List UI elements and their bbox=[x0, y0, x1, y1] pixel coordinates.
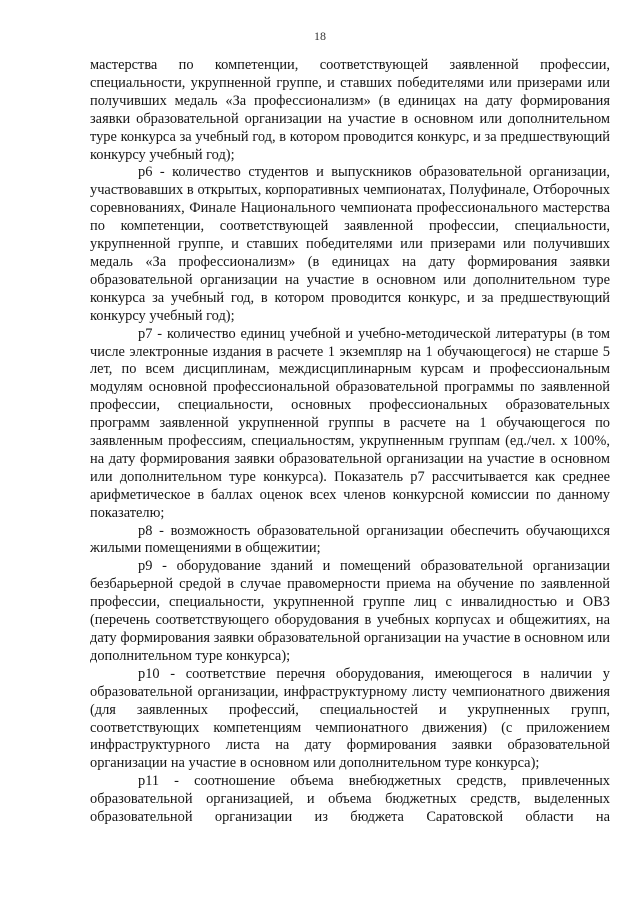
document-body bbox=[90, 57, 610, 827]
paragraph-p7: p7 - количество единиц учебной и учебно-методической литературы (в том числе электронные издания в расчете 1 экземпляр на 1 обучающегося) не старше 5 лет, по всем дисциплинам, междисциплинарным курсам и профессиональным модулям основной профессиональной образовательной программы по заявленной профессии, специальности, основных профессиональных образовательных программ заявленной укрупненной группы в расчете на 1 обучающегося по заявленным профессиям, специальностям, укрупненным группам (ед./чел. x 100%, на дату формирования заявки образовательной организации на участие в основном или дополнительном туре конкурса). Показатель p7 рассчитывается как среднее арифметическое в баллах оценок всех членов конкурсной комиссии по данному показателю; bbox=[90, 325, 610, 521]
paragraph-p9: p9 - оборудование зданий и помещений образовательной организации безбарьерной средой в случае правомерности приема на обучение по заявленной профессии, специальности, укрупненной группе лиц с инвалидностью и ОВЗ (перечень соответствующего оборудования в учебных корпусах и общежитиях, на дату формирования заявки образовательной организации на участие в основном или дополнительном туре конкурса); bbox=[90, 558, 610, 664]
paragraph-p8: p8 - возможность образовательной организации обеспечить обучающихся жилыми помещениями в общежитии; bbox=[90, 522, 610, 557]
paragraph-p11: p11 - соотношение объема внебюджетных средств, привлеченных образовательной организацией, и объема бюджетных средств, выделенных образовательной организации из бюджета Саратовской области на bbox=[90, 773, 610, 826]
paragraph-p10: p10 - соответствие перечня оборудования, имеющегося в наличии у образовательной организации, инфраструктурному листу чемпионатного движения (для заявленных профессий, специальностей и укрупненных групп, соответствующих компетенциям чемпионатного движения) (с приложением инфраструктурного листа на дату формирования заявки образовательной организации на участие в основном или дополнительном туре конкурса); bbox=[90, 665, 610, 772]
paragraph-continuation: мастерства по компетенции, соответствующей заявленной профессии, специальности, укрупненной группе, и ставших победителями или призерами или получивших медаль «За профессионализм» (в единицах на дату формирования заявки образовательной организации на участие в основном или дополнительном туре конкурса за учебный год, в котором проводится конкурс, и за предшествующий конкурсу учебный год); bbox=[90, 57, 610, 163]
paragraph-p6: p6 - количество студентов и выпускников образовательной организации, участвовавших в открытых, корпоративных чемпионатах, Полуфинале, Отборочных соревнованиях, Финале Национального чемпионата профессионального мастерства по компетенции, соответствующей заявленной профессии, специальности, укрупненной группе, и ставших победителями или призерами или получивших медаль «За профессионализм» (в единицах на дату формирования заявки образовательной организации на участие в основном или дополнительном туре конкурса за учебный год, в котором проводится конкурс, и за предшествующий конкурсу учебный год); bbox=[90, 164, 610, 324]
page-number: 18 bbox=[314, 29, 326, 43]
